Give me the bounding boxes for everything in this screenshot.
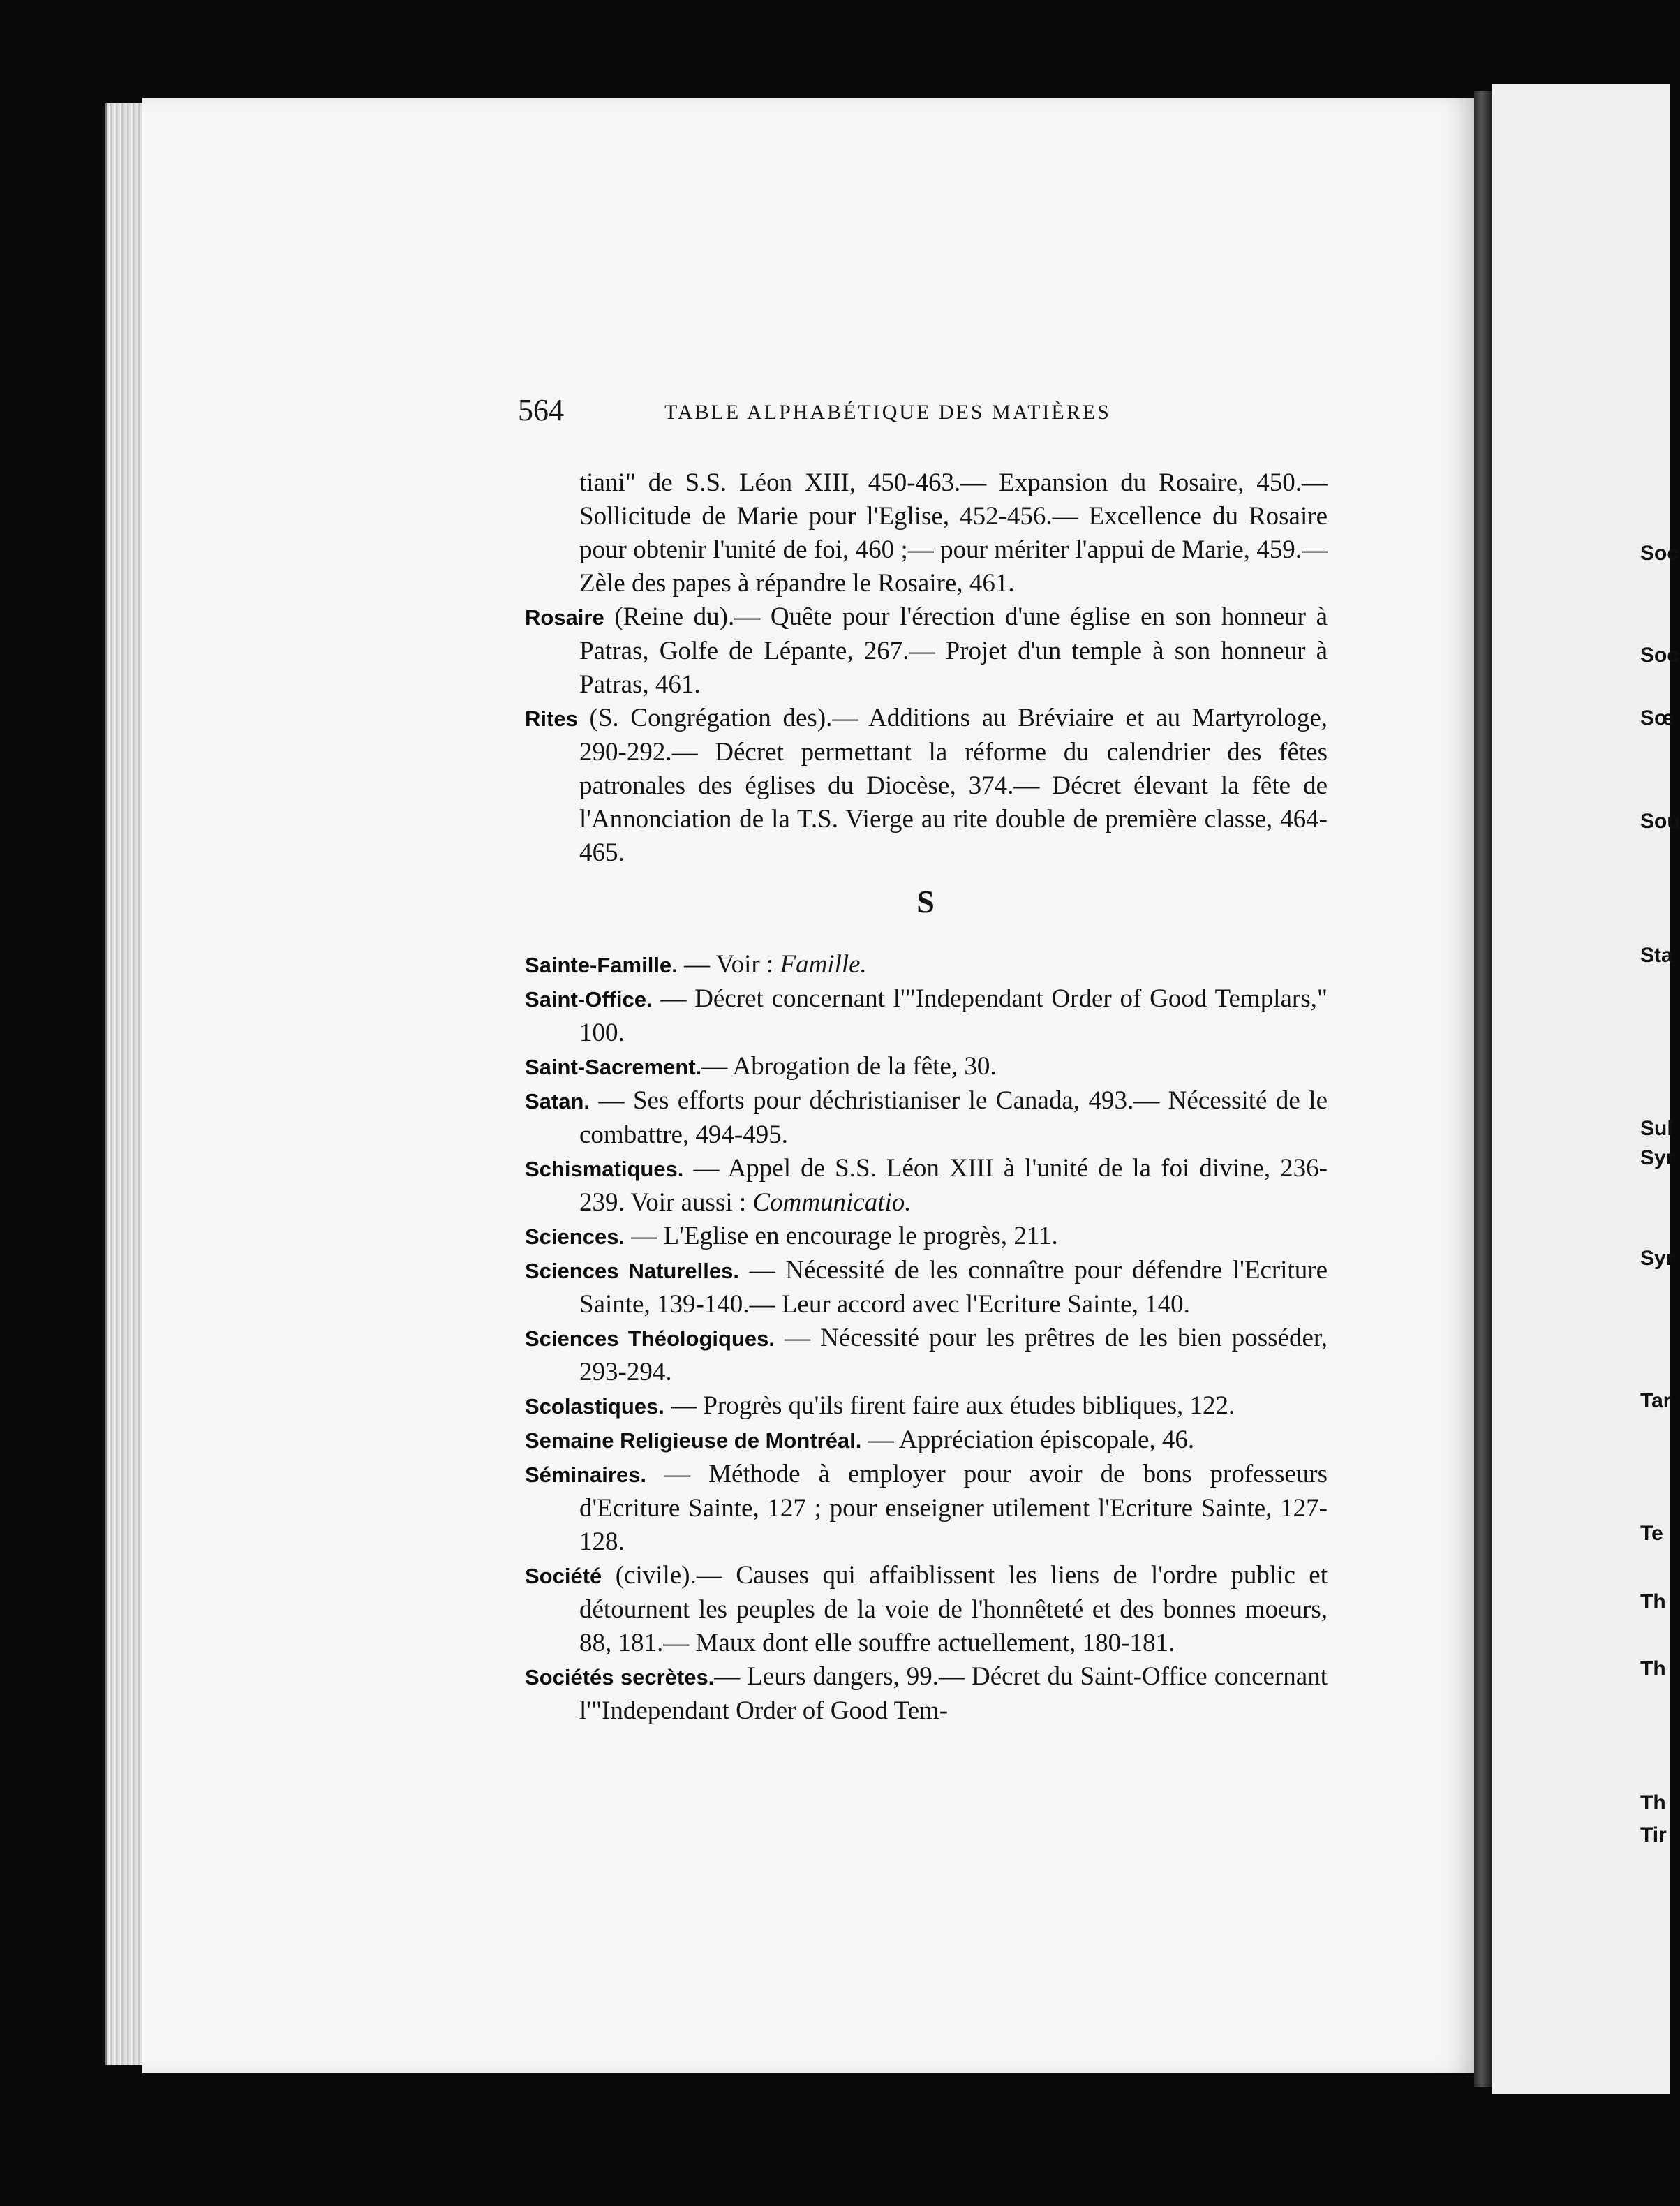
- running-head-title: TABLE ALPHABÉTIQUE DES MATIÈRES: [664, 401, 1111, 424]
- facing-fragment: Th: [1640, 1791, 1666, 1814]
- index-entry: [525, 1559, 1328, 1660]
- cross-reference: Communicatio.: [752, 1188, 912, 1217]
- index-entry-text: — Décret concernant l'"Independant Order of Good Templars," 100.: [579, 984, 1328, 1047]
- index-entry-text: (S. Congrégation des).— Additions au Bréviaire et au Martyrologe, 290-292.— Décret permettant la réforme du calendrier des fêtes patronales des églises du Diocèse, 374.— Décret élevant la fête de l'Annonciation de la T.S. Vierge au rite double de première classe, 464-465.: [577, 704, 1328, 867]
- index-term: Schismatiques.: [525, 1157, 684, 1181]
- facing-fragment: Syr: [1640, 1146, 1674, 1169]
- index-entry-text: — Abrogation de la fête, 30.: [701, 1052, 997, 1081]
- index-entry: [525, 1050, 1328, 1084]
- facing-fragment: Syr: [1640, 1247, 1674, 1270]
- index-entry-text: — Méthode à employer pour avoir de bons professeurs d'Ecriture Sainte, 127 ; pour enseigner utilement l'Ecriture Sainte, 127-128.: [579, 1460, 1328, 1556]
- index-term: Saint-Sacrement.: [525, 1055, 702, 1079]
- cross-reference: Famille.: [780, 950, 867, 979]
- page-number: 564: [518, 393, 564, 427]
- index-entry-text: (Reine du).— Quête pour l'érection d'une église en son honneur à Patras, Golfe de Lépante, 267.— Projet d'un temple à son honneur à Patras, 461.: [579, 602, 1328, 699]
- index-term: Scolastiques.: [525, 1394, 664, 1419]
- index-term: Sociétés secrètes.: [525, 1665, 715, 1689]
- facing-fragment: Sta: [1640, 944, 1673, 967]
- index-entry: [525, 600, 1328, 702]
- index-entry: [525, 1220, 1328, 1254]
- index-entry: [525, 948, 1328, 982]
- index-entry: [525, 1423, 1328, 1458]
- facing-fragment: Soc: [1640, 542, 1679, 565]
- index-term: Rites: [525, 706, 578, 731]
- index-entry: [525, 1322, 1328, 1389]
- index-entry-text: — L'Eglise en encourage le progrès, 211.: [625, 1222, 1058, 1250]
- index-term: Sciences Naturelles.: [525, 1259, 739, 1283]
- book-page-edges: [105, 103, 147, 2065]
- section-letter: S: [916, 884, 936, 919]
- index-body: [525, 466, 1328, 1728]
- index-entry-text: — Progrès qu'ils firent faire aux études bibliques, 122.: [664, 1391, 1235, 1420]
- facing-fragment: Sœ: [1640, 706, 1674, 730]
- index-entry: [525, 1458, 1328, 1559]
- facing-fragment: Soc: [1640, 644, 1679, 667]
- index-entry-text: — Nécessité de les connaître pour défendre l'Ecriture Sainte, 139-140.— Leur accord avec l'Ecriture Sainte, 140.: [579, 1256, 1328, 1319]
- index-entry: [525, 1660, 1328, 1728]
- index-term: Sciences.: [525, 1224, 625, 1249]
- index-term: Séminaires.: [525, 1463, 647, 1487]
- index-entry: [525, 982, 1328, 1050]
- index-term: Semaine Religieuse de Montréal.: [525, 1428, 862, 1453]
- book-gutter: [1474, 91, 1492, 2087]
- facing-fragment: Sou: [1640, 810, 1680, 833]
- index-entry-text: — Appréciation épiscopale, 46.: [861, 1426, 1195, 1454]
- index-entry: [525, 1152, 1328, 1220]
- facing-fragment: Th: [1640, 1657, 1666, 1680]
- index-term: Sainte-Famille.: [525, 953, 678, 977]
- facing-fragment: Tir: [1640, 1823, 1667, 1846]
- index-term: Saint-Office.: [525, 987, 653, 1012]
- index-term: Satan.: [525, 1089, 590, 1113]
- index-entry-text: — Nécessité pour les prêtres de les bien posséder, 293-294.: [579, 1324, 1328, 1386]
- index-entry: [525, 1389, 1328, 1423]
- index-entry: [525, 702, 1328, 870]
- index-term: Rosaire: [525, 605, 604, 630]
- index-entry: [525, 1084, 1328, 1152]
- index-entry-text: — Appel de S.S. Léon XIII à l'unité de la foi divine, 236-239. Voir aussi :: [579, 1154, 1328, 1217]
- index-entry-text: (civile).— Causes qui affaiblissent les liens de l'ordre public et détournent les peuples de la voie de l'honnêteté et des bonnes moeurs, 88, 181.— Maux dont elle souffre actuellement, 180-181.: [579, 1561, 1328, 1657]
- facing-fragment: Te: [1640, 1522, 1663, 1545]
- continued-entry-text: tiani" de S.S. Léon XIII, 450-463.— Expansion du Rosaire, 450.— Sollicitude de Marie pour l'Eglise, 452-456.— Excellence du Rosaire pour obtenir l'unité de foi, 460 ;— pour mériter l'appui de Marie, 459.— Zèle des papes à répandre le Rosaire, 461.: [579, 468, 1328, 598]
- index-entry: [525, 1254, 1328, 1322]
- facing-fragment: Sul: [1640, 1117, 1673, 1140]
- index-entry-text: — Voir :: [677, 950, 780, 979]
- index-term: Sciences Théologiques.: [525, 1326, 775, 1351]
- facing-fragment: Tar: [1640, 1389, 1672, 1412]
- index-entry-text: — Leurs dangers, 99.— Décret du Saint-Office concernant l'"Independant Order of Good Tem-: [579, 1662, 1328, 1725]
- facing-fragment: Th: [1640, 1590, 1666, 1613]
- index-entry-text: — Ses efforts pour déchristianiser le Canada, 493.— Nécessité de le combattre, 494-495.: [579, 1086, 1328, 1149]
- index-term: Société: [525, 1564, 602, 1588]
